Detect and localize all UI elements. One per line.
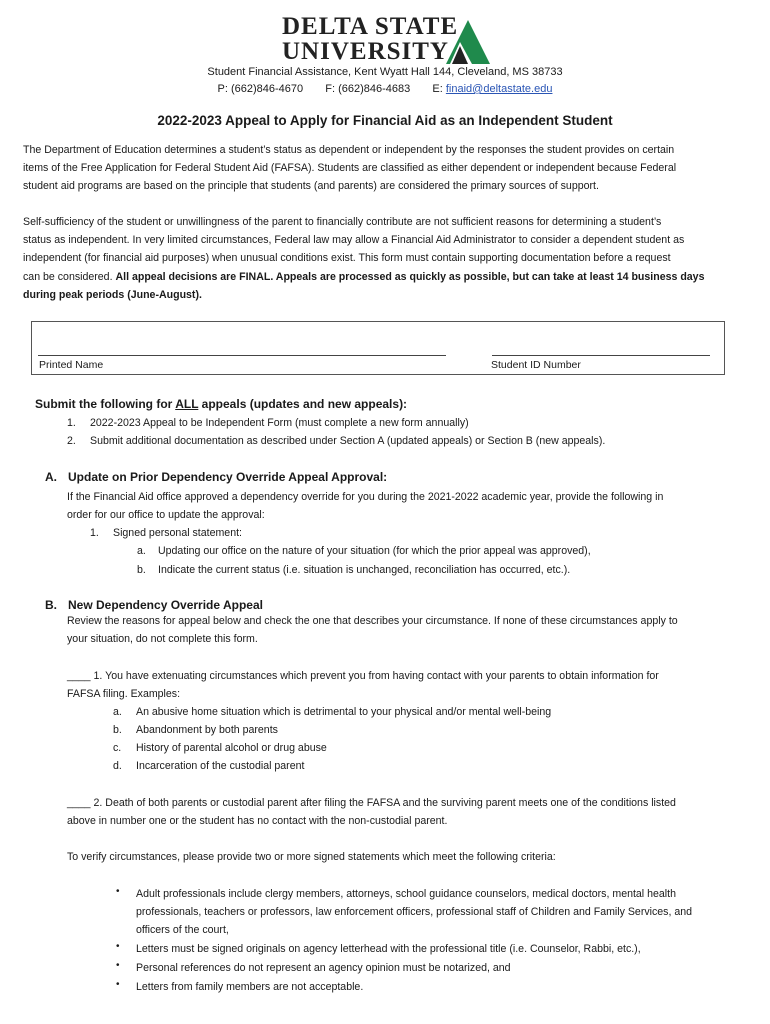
logo-line1: DELTA STATE xyxy=(282,13,459,40)
criteria-item-2: Letters must be signed originals on agency letterhead with the professional title (i.e. Counselor, Rabbi, etc.), xyxy=(136,943,641,955)
section-b-heading: B. New Dependency Override Appeal xyxy=(45,598,263,612)
reason-1-example-c: c. History of parental alcohol or drug abuse xyxy=(113,742,327,754)
section-a-text: If the Financial Aid office approved a dependency override for you during the 2021-2022 academic year, provide the following in order for our office to update the approval: xyxy=(67,491,664,522)
criteria-item-4: Letters from family members are not acceptable. xyxy=(136,981,364,993)
section-a-subitem-a: a. Updating our office on the nature of your situation (for which the prior appeal was approved), xyxy=(137,545,591,557)
logo-line2: UNIVERSITY xyxy=(282,38,449,65)
fax: F: (662)846-4683 xyxy=(325,83,411,95)
intro-line: status as independent. In very limited circumstances, Federal law may allow a Financial Aid Administrator to consider a dependent student as xyxy=(23,234,685,247)
criteria-item-3: Personal references do not represent an agency opinion must be notarized, and xyxy=(136,962,511,974)
reason-1-example-a: a. An abusive home situation which is detrimental to your physical and/or mental well-being xyxy=(113,706,552,718)
student-id-field[interactable] xyxy=(492,355,710,356)
intro-paragraph-1 xyxy=(23,141,753,196)
office-address: Student Financial Assistance, Kent Wyatt Hall 144, Cleveland, MS 38733 xyxy=(207,66,563,78)
submit-item-1: 1. 2022-2023 Appeal to be Independent Form (must complete a new form annually) xyxy=(67,417,469,429)
intro-line: items of the Free Application for Federal Student Aid (FAFSA). Students are classified as either dependent or independent because Federal xyxy=(23,162,677,175)
intro-line: during peak periods (June-August). xyxy=(23,288,202,301)
student-id-label: Student ID Number xyxy=(491,359,581,371)
intro-line: student aid programs are based on the principle that students (and parents) are considered the primary sources of support. xyxy=(23,180,599,193)
email-label: E: xyxy=(432,83,443,95)
bullet-icon: • xyxy=(116,886,120,897)
phone: P: (662)846-4670 xyxy=(217,83,304,95)
contact-line xyxy=(0,82,770,97)
section-b-text: Review the reasons for appeal below and check the one that describes your circumstance. If none of these circumstances apply to your situation, do not complete this form. xyxy=(67,615,678,646)
section-a-item: 1. Signed personal statement: xyxy=(90,527,242,539)
intro-line: can be considered. All appeal decisions are FINAL. Appeals are processed as quickly as possible, but can take at least 14 business days xyxy=(23,270,705,283)
reason-1-example-d: d. Incarceration of the custodial parent xyxy=(113,760,305,772)
bullet-icon: • xyxy=(116,941,120,952)
email-link[interactable]: finaid@deltastate.edu xyxy=(445,83,553,95)
reason-2[interactable]: ____ 2. Death of both parents or custodial parent after filing the FAFSA and the surviving parent meets one of the conditions listed above in number one or the student has no contact with the non-custodial parent. xyxy=(67,797,676,828)
intro-line: independent (for financial aid purposes) when unusual conditions exist. This form must contain supporting documentation before a request xyxy=(23,252,671,265)
intro-line: Self-sufficiency of the student or unwillingness of the parent to financially contribute are not sufficient reasons for determining a student’s xyxy=(23,216,662,228)
intro-paragraph-2 xyxy=(23,213,753,304)
dsu-logo xyxy=(282,12,492,64)
submit-item-2: 2. Submit additional documentation as described under Section A (updated appeals) or Section B (new appeals). xyxy=(67,435,606,447)
reason-1-example-b: b. Abandonment by both parents xyxy=(113,724,278,736)
printed-name-field[interactable] xyxy=(38,355,446,356)
reason-1[interactable]: ____ 1. You have extenuating circumstances which prevent you from having contact with your parents to obtain information for FAFSA filing. Examples: xyxy=(67,670,659,701)
submit-heading: Submit the following for ALL appeals (updates and new appeals): xyxy=(35,397,408,411)
bullet-icon: • xyxy=(116,979,120,990)
section-a-heading: A. Update on Prior Dependency Override Appeal Approval: xyxy=(45,470,388,484)
delta-triangle-icon xyxy=(442,20,490,64)
bullet-icon: • xyxy=(116,960,120,971)
student-info-box xyxy=(31,321,725,375)
section-a-subitem-b: b. Indicate the current status (i.e. situation is unchanged, reconciliation has occurred, etc.). xyxy=(137,564,571,576)
criteria-item-1: Adult professionals include clergy members, attorneys, school guidance counselors, medical doctors, mental health professionals, teachers or professors, law enforcement officers, professional staff of Children and Family Services, and officers of the court, xyxy=(136,888,693,937)
intro-line: The Department of Education determines a student’s status as dependent or independent by the responses the student provides on certain xyxy=(23,144,675,156)
verify-instructions: To verify circumstances, please provide two or more signed statements which meet the following criteria: xyxy=(67,851,556,863)
final-notice: All appeal decisions are FINAL. Appeals are processed as quickly as possible, but can take at least 14 business days xyxy=(115,270,705,283)
printed-name-label: Printed Name xyxy=(39,359,104,371)
page-title: 2022-2023 Appeal to Apply for Financial Aid as an Independent Student xyxy=(157,113,613,128)
